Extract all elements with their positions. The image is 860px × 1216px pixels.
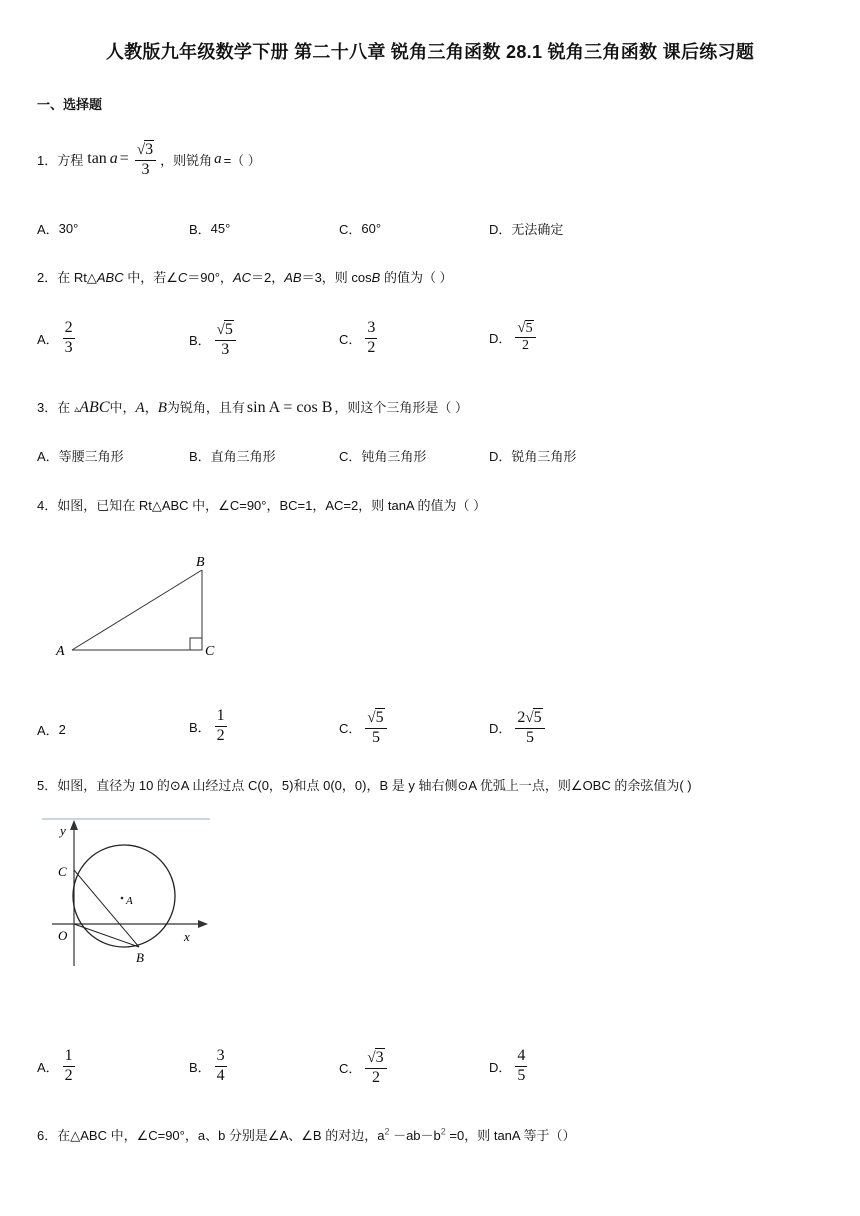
page-title: 人教版九年级数学下册 第二十八章 锐角三角函数 28.1 锐角三角函数 课后练习题 [105,42,755,62]
radicand: 3 [145,141,154,158]
side-ac: AC [232,270,251,285]
option-c[interactable]: C． √ 3 2 [339,1048,391,1086]
option-text: 锐角三角形 [511,449,577,464]
question-text: ＝2， [251,270,285,285]
triangle-figure [50,548,230,666]
option-label: B． [189,719,211,735]
question-text: －ab－b [389,1128,441,1143]
option-d[interactable] [489,1048,531,1085]
option-b[interactable] [189,219,230,238]
numerator: 4 [515,1048,527,1067]
denominator: 2 [64,1066,73,1084]
point-a-label: A [126,895,133,907]
numerator: 2 [63,320,75,339]
option-label: B． [189,222,211,237]
vertex-c-label: C [205,644,215,659]
question-text: ＝90°， [187,270,233,285]
question-text: ，则锐角 [160,152,213,168]
option-label: A． [37,222,59,237]
denominator: 4 [216,1066,225,1084]
vertex-a-label: A [56,644,65,659]
question-number: 1． [37,152,58,168]
option-text: 等腰三角形 [58,449,124,464]
side-ab: AB [284,270,302,285]
question-number: 2． [37,270,58,285]
question-text: 中，若∠ [123,270,178,285]
coefficient: 2 [517,708,526,726]
question-1 [37,140,261,178]
option-label: A． [37,723,59,738]
option-label: D． [489,1059,512,1075]
vertex-b-label: B [196,555,205,570]
question-text: 为锐角，且有 [166,400,245,415]
numerator: 3 [365,320,377,339]
exponent: 2 [440,1126,446,1137]
variable-a: a [214,150,222,167]
option-label: C． [339,720,362,736]
option-c[interactable]: C． √ 5 5 [339,708,391,746]
option-text: 无法确定 [511,222,564,237]
option-c[interactable] [339,320,381,357]
option-label: D． [489,449,512,464]
question-text: 的值为（ ） [380,270,453,285]
radicand: 5 [375,709,384,726]
option-label: B． [189,1059,211,1075]
option-label: D． [489,222,512,237]
denominator: 2 [522,338,529,354]
option-a[interactable] [37,1048,79,1085]
radicand: 3 [375,1049,384,1066]
option-label: B． [189,449,211,464]
equation: sin A = cos B [246,399,333,416]
option-label: A． [37,331,59,347]
option-a[interactable] [37,219,78,238]
y-axis-label: y [60,823,66,838]
triangle-name: ABC [79,399,110,416]
denominator: 3 [221,340,230,358]
denominator: 2 [372,1068,380,1086]
point-c-label: C [58,864,67,879]
question-text: ，则这个三角形是（ ） [334,400,468,415]
triangle-icon: ▵ [74,404,80,415]
option-label: C． [339,1060,362,1076]
option-a[interactable] [37,446,124,465]
denominator: 2 [216,726,225,744]
question-2 [37,267,453,286]
option-label: C． [339,222,362,237]
angle-b: B [157,400,167,416]
question-text: 在 [57,400,71,415]
option-label: C． [339,449,362,464]
tan-label: tan [87,150,107,168]
question-6 [37,1125,575,1144]
exponent: 2 [384,1126,390,1137]
denominator: 5 [517,1066,526,1084]
option-text: 45° [210,221,231,236]
angle-a: A [135,400,145,416]
question-number: 3． [37,400,58,415]
option-label: D． [489,330,512,346]
variable-a: a [109,150,118,168]
option-d[interactable]: D． 2 √ 5 5 [489,708,549,746]
section-heading: 一、选择题 [37,97,103,112]
denominator: 3 [64,338,73,356]
question-text: 6．在△ABC 中，∠C=90°，a、b 分别是∠A、∠B 的对边，a [37,1128,385,1143]
numerator: 3 [215,1048,227,1067]
option-d[interactable]: D． √ 5 2 [489,320,540,354]
denominator: 2 [367,338,376,356]
question-text: =0，则 tanA 等于（） [445,1128,576,1143]
circle-figure [38,818,214,968]
option-a[interactable] [37,320,79,357]
option-label: C． [339,331,362,347]
option-b[interactable]: B． √ 5 3 [189,320,240,358]
triangle-name: ABC [96,270,124,285]
option-b[interactable] [189,708,231,745]
option-text: 2 [58,722,66,737]
radicand: 5 [525,321,533,336]
option-b[interactable] [189,1048,231,1085]
denominator: 3 [141,160,150,178]
radicand: 5 [224,321,233,338]
answer-blank: =（ ） [223,152,261,168]
point-o-label: O [58,928,68,943]
option-text: 60° [361,221,382,236]
numerator: 1 [63,1048,75,1067]
option-c[interactable] [339,446,426,465]
question-4: 4．如图，已知在 Rt△ABC 中，∠C=90°，BC=1，AC=2，则 tanA 的值为（ ） [37,498,487,513]
question-5: 5．如图，直径为 10 的⊙A 山经过点 C(0，5)和点 0(0，0)，B 是 y 轴右侧⊙A 优弧上一点，则∠OBC 的余弦值为( ) [37,778,692,793]
angle-b: B [371,270,381,285]
option-b[interactable] [189,446,276,465]
option-label: A． [37,449,59,464]
question-text: ＝3，则 cos [301,270,372,285]
denominator: 5 [526,728,534,746]
question-text: ， [144,400,158,415]
option-d[interactable] [489,446,576,465]
option-label: A． [37,1059,59,1075]
option-text: 钝角三角形 [361,449,427,464]
numerator: 1 [215,708,227,727]
question-text: 方程 [57,152,84,168]
point-b-label: B [136,950,144,965]
question-text: 中， [109,400,136,415]
radicand: 5 [533,709,542,726]
question-3 [37,397,468,417]
angle-c: C [177,270,188,285]
option-a[interactable] [37,720,66,739]
option-c[interactable] [339,219,381,238]
fraction-sqrt3-over-3: √ 3 3 [135,140,156,178]
equals-sign: = [119,150,129,168]
x-axis-label: x [184,929,190,944]
option-label: D． [489,720,512,736]
question-text: 在 Rt△ [57,270,97,285]
option-text: 30° [58,221,79,236]
denominator: 5 [372,728,380,746]
option-label: B． [189,332,211,348]
option-text: 直角三角形 [210,449,276,464]
option-d[interactable] [489,219,563,238]
